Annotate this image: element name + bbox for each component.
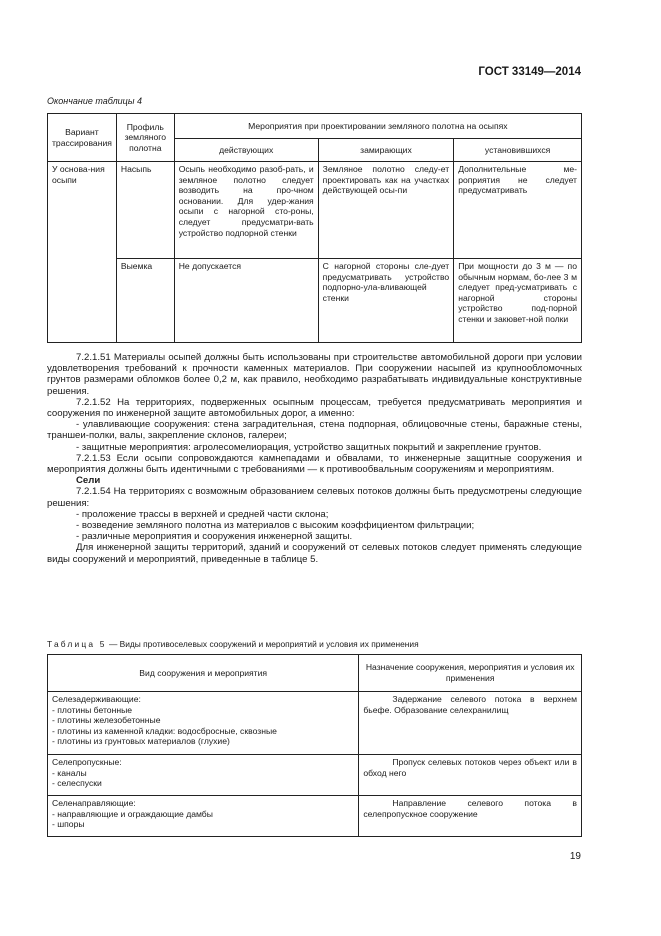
table-row (48, 162, 582, 259)
header-profile: Профиль земляного полотна (116, 114, 174, 162)
header-active: действующих (174, 139, 318, 162)
table5-caption-text: — Виды противоселевых сооружений и мероприятий и условия их применения (106, 639, 419, 649)
body-text (47, 352, 582, 565)
page-number: 19 (569, 851, 581, 862)
list-item: - плотины из грунтовых материалов (глухие) (52, 736, 230, 747)
table-row (48, 259, 582, 343)
table5-caption-label: Таблица 5 (47, 639, 107, 649)
list-item: - плотины бетонные (52, 704, 133, 715)
list-item: - селеспуски (52, 778, 102, 789)
list-item: - проложение трассы в верхней и средней части склона; (76, 508, 329, 520)
row-title: Селенаправляющие: (52, 798, 136, 808)
cell-stabilized: Дополнительные ме-роприятия не следует предусматривать (454, 162, 582, 259)
cell-kind (48, 692, 359, 755)
table-5 (47, 654, 582, 837)
header-kind: Вид сооружения и мероприятия (48, 655, 359, 692)
cell-purpose: Пропуск селевых потоков через объект или в обход него (359, 755, 582, 796)
list-item: - возведение земляного полотна из материалов с высоким коэффициентом фильтрации; (76, 520, 475, 532)
list-item: - плотины из каменной кладки: водосбросные, сквозные (52, 725, 277, 736)
list-item: - направляющие и ограждающие дамбы (52, 808, 213, 819)
list-item: - защитные мероприятия: агролесомелиорация, устройство защитных покрытий и закрепление грунтов. (76, 441, 542, 453)
cell-profile: Насыпь (116, 162, 174, 259)
paragraph-7-2-1-52: 7.2.1.52 На территориях, подверженных осыпным процессам, требуется предусматривать мероприятия и сооружения по инженерной защите автомобильных дорог, а именно: (47, 396, 582, 420)
cell-fading: Земляное полотно следу-ет проектировать как на участках действующей осы-пи (318, 162, 454, 259)
header-measures: Мероприятия при проектировании земляного полотна на осыпях (174, 114, 581, 139)
header-fading: замирающих (318, 139, 454, 162)
list-item: - различные мероприятия и сооружения инженерной защиты. (76, 531, 353, 543)
table4-caption: Окончание таблицы 4 (47, 96, 142, 106)
table-row (48, 755, 582, 796)
cell-purpose: Задержание селевого потока в верхнем бьефе. Образование селехранилищ (359, 692, 582, 755)
paragraph-table5-intro: Для инженерной защиты территорий, зданий и сооружений от селевых потоков следует применять следующие виды сооружений и мероприятий, приведенные в таблице 5. (47, 542, 582, 565)
header-stabilized: установившихся (454, 139, 582, 162)
paragraph-7-2-1-53: 7.2.1.53 Если осыпи сопровождаются камнепадами и обвалами, то инженерные защитные сооружения и мероприятия должны быть идентичными с требованиями — к противообвальным сооружениям и мероприятиям. (47, 452, 582, 476)
cell-active: Не допускается (174, 259, 318, 343)
table-row (48, 692, 582, 755)
table-4 (47, 113, 582, 343)
list-item: - шпоры (52, 819, 85, 830)
list-item: - каналы (52, 767, 87, 778)
cell-active: Осыпь необходимо разоб-рать, и земляное полотно следует возводить на про-чном основании. Для удер-жания осыпи с нагорной сто-роны, следует предусматри-вать устройство подпорной стенки (174, 162, 318, 259)
cell-variant: У основа-ния осыпи (48, 162, 117, 343)
table-row (48, 796, 582, 837)
cell-kind (48, 755, 359, 796)
paragraph-7-2-1-51: 7.2.1.51 Материалы осыпей должны быть использованы при строительстве автомобильной дороги при условии удовлетворения требований к прочности каменных материалов. При сооружении насыпей из крупнообломочных грунтов размерами обломков более 0,2 м, как правило, необходимо разрабатывать индивидуальные конструктивные решения. (47, 352, 582, 397)
list-item: - плотины железобетонные (52, 715, 161, 726)
list-item: - улавливающие сооружения: стена заградительная, стена подпорная, облицовочные стены, баражные стены, траншеи-полки, валы, закрепление склонов, галереи; (47, 419, 582, 442)
standard-header: ГОСТ 33149—2014 (478, 66, 581, 78)
paragraph-7-2-1-54: 7.2.1.54 На территориях с возможным образованием селевых потоков должны быть предусмотрены следующие решения: (47, 486, 582, 509)
row-title: Селепропускные: (52, 757, 122, 767)
cell-fading: С нагорной стороны сле-дует предусматривать устройство подпорно-ула-вливающей стенки (318, 259, 454, 343)
cell-profile: Выемка (116, 259, 174, 343)
section-heading: Сели (76, 475, 101, 487)
cell-stabilized: При мощности до 3 м — по обычным нормам, бо-лее 3 м следует пред-усматривать с нагорной стороны устройство под-порной стенки и закювет-ной полки (454, 259, 582, 343)
header-purpose: Назначение сооружения, мероприятия и условия их применения (359, 655, 582, 692)
header-variant: Вариант трассирования (48, 114, 117, 162)
cell-kind (48, 796, 359, 837)
table5-caption (47, 639, 419, 649)
cell-purpose: Направление селевого потока в селепропускное сооружение (359, 796, 582, 837)
row-title: Селезадерживающие: (52, 694, 141, 704)
